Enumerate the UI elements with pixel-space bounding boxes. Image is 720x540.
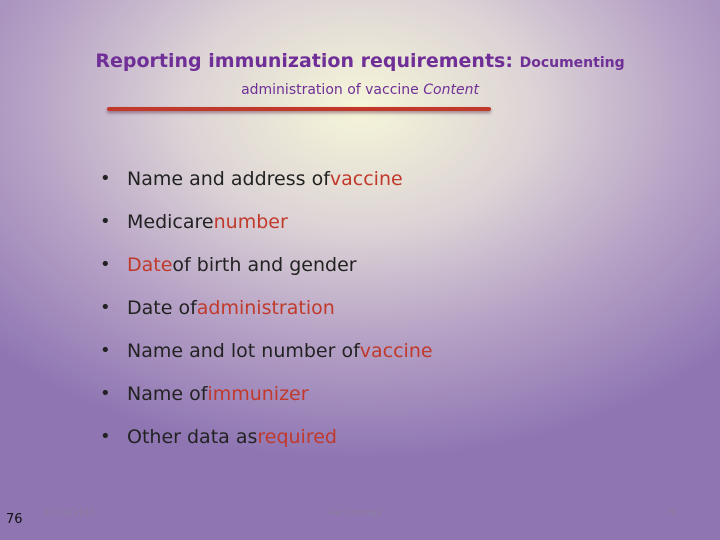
bullet-icon: • [100,168,111,189]
slide-title-line1 [0,50,720,72]
title-line2-italic: Content [423,82,479,98]
bullet-icon: • [100,426,111,447]
title-line2-text: administration of vaccine [241,82,419,98]
bullet-text-pre: Other data as [127,426,258,448]
bullet-icon: • [100,383,111,404]
bullet-icon: • [100,297,111,318]
bullet-text-pre: Name of [127,383,208,405]
bullet-list [100,168,433,469]
bullet-text-pre: Medicare [127,211,214,233]
bullet-text-pre: Date of [127,297,197,319]
bullet-item [100,426,433,469]
slide-title-line2 [0,82,720,98]
bullet-text-pre: Name and address of [127,168,330,190]
bullet-item [100,168,433,211]
title-sub: Documenting [519,55,625,71]
title-divider [107,107,491,111]
bullet-icon: • [100,340,111,361]
bullet-text-pre: Name and lot number of [127,340,360,362]
bullet-text-highlight: Date [127,254,173,276]
bullet-text-highlight: required [257,426,337,448]
bullet-text-highlight: number [213,211,288,233]
title-main: Reporting immunization requirements: [95,50,513,72]
bullet-text-post: of birth and gender [172,254,357,276]
bullet-text-highlight: vaccine [329,168,403,190]
footer-date: 10/10/2011 [44,508,96,518]
footer-page-number: 76 [666,508,678,518]
bullet-icon: • [100,211,111,232]
bullet-text-highlight: immunizer [207,383,309,405]
bullet-item [100,383,433,426]
footer-center-text: Vaccinology [328,508,382,518]
slide-number: 76 [6,512,23,527]
bullet-item [100,211,433,254]
bullet-text-highlight: administration [196,297,335,319]
bullet-icon: • [100,254,111,275]
bullet-item [100,254,433,297]
bullet-text-highlight: vaccine [359,340,433,362]
bullet-item [100,297,433,340]
bullet-item [100,340,433,383]
